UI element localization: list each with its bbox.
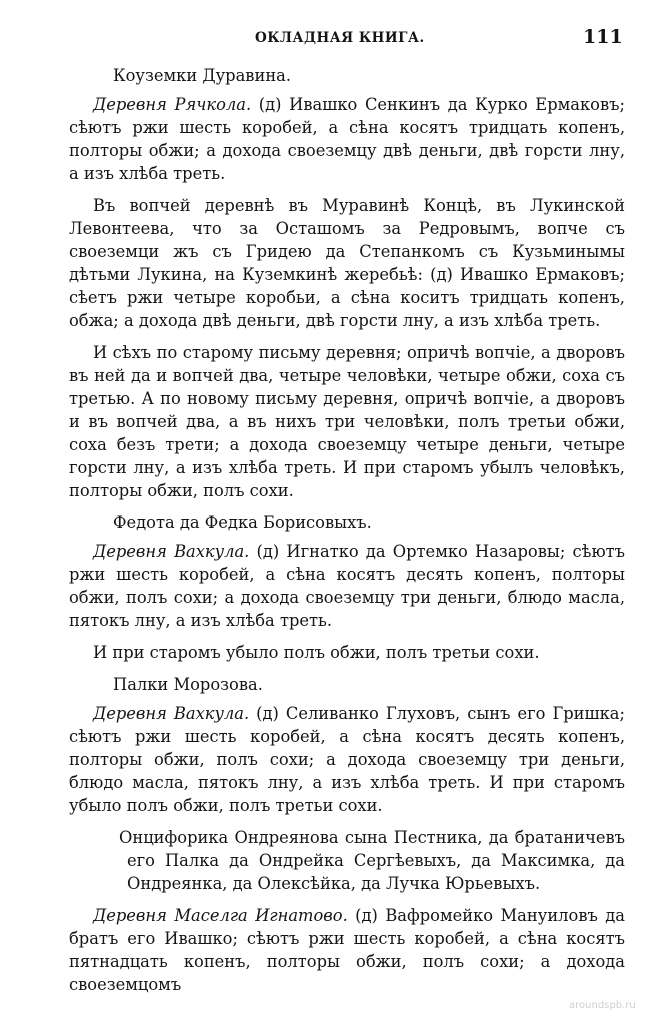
paragraph-text: Въ вопчей деревнѣ въ Муравинѣ Концѣ, въ Лукинской Левонтеева, что за Осташомъ за Редровымъ, вопче съ своеземци жъ съ Гридею да Степанкомъ съ Кузьминымы дѣтьми Лукина, на Куземкинѣ жеребьѣ: (д) Ивашко Ермаковъ; сѣетъ ржи четыре коробьи, а сѣна коситъ тридцать копенъ, обжа; а дохода двѣ деньги, двѣ горсти лну, а изъ хлѣба треть. [69, 196, 625, 330]
watermark: aroundspb.ru [569, 1000, 636, 1011]
paragraph-text: Федота да Федка Борисовыхъ. [113, 513, 372, 532]
owner-note [69, 826, 625, 895]
running-head: ОКЛАДНАЯ КНИГА. [255, 30, 425, 46]
paragraph-text: (д) Вафромейко Мануиловъ да братъ его Ивашко; сѣютъ ржи шесть коробей, а сѣна косятъ пятнадцать копенъ, полторы обжи, полъ сохи; а дохода своеземцомъ [69, 906, 625, 994]
paragraph-text: Онцифорика Ондреянова сына Пестника, да братаничевъ его Палка да Ондрейка Сергѣевыхъ, да Максимка, да Ондреянка, да Олексѣйка, да Лучка Юрьевыхъ. [119, 828, 625, 893]
village-name: Деревня Рячкола. [93, 95, 252, 114]
page-number: 111 [583, 26, 623, 48]
page-body [69, 64, 625, 1005]
paragraph-text: (д) Игнатко да Ортемко Назаровы; сѣютъ ржи шесть коробей, а сѣна косятъ десять копенъ, полторы обжи, полъ сохи; а дохода своеземцу три деньги, блюдо масла, пятокъ лну, а изъ хлѣба треть. [69, 542, 625, 630]
entry-paragraph [69, 702, 625, 817]
page-header [0, 28, 669, 52]
entry-paragraph [69, 93, 625, 185]
section-heading [69, 511, 625, 534]
village-name: Деревня Вахкула. [93, 704, 250, 723]
village-name: Деревня Вахкула. [93, 542, 250, 561]
entry-paragraph [69, 904, 625, 996]
village-name: Деревня Маселга Игнатово. [93, 906, 348, 925]
paragraph-text: И при старомъ убыло полъ обжи, полъ третьи сохи. [93, 643, 540, 662]
entry-paragraph [69, 194, 625, 332]
paragraph-text: Коуземки Дуравина. [113, 66, 292, 85]
section-heading [69, 64, 625, 87]
paragraph-text: (д) Селиванко Глуховъ, сынъ его Гришка; сѣютъ ржи шесть коробей, а сѣна косятъ десять копенъ, полторы обжи, полъ сохи; а дохода своеземцу три деньги, блюдо масла, пятокъ лну, а изъ хлѣба треть. И при старомъ убыло полъ обжи, полъ третьи сохи. [69, 704, 626, 815]
entry-paragraph [69, 341, 625, 502]
entry-paragraph [69, 540, 625, 632]
section-heading [69, 673, 625, 696]
paragraph-text: (д) Ивашко Сенкинъ да Курко Ермаковъ; сѣютъ ржи шесть коробей, а сѣна косятъ тридцать копенъ, полторы обжи; а дохода своеземцу двѣ деньги, двѣ горсти лну, а изъ хлѣба треть. [69, 95, 625, 183]
entry-paragraph [69, 641, 625, 664]
paragraph-text: И сѣхъ по старому письму деревня; опричѣ вопчіе, а дворовъ въ ней да и вопчей два, четыре человѣки, четыре обжи, соха съ третью. А по новому письму деревня, опричѣ вопчіе, а дворовъ и въ вопчей два, а въ нихъ три человѣки, полъ третьи обжи, соха безъ трети; а дохода своеземцу четыре деньги, четыре горсти лну, а изъ хлѣба треть. И при старомъ убылъ человѣкъ, полторы обжи, полъ сохи. [69, 343, 625, 500]
paragraph-text: Палки Морозова. [113, 675, 263, 694]
